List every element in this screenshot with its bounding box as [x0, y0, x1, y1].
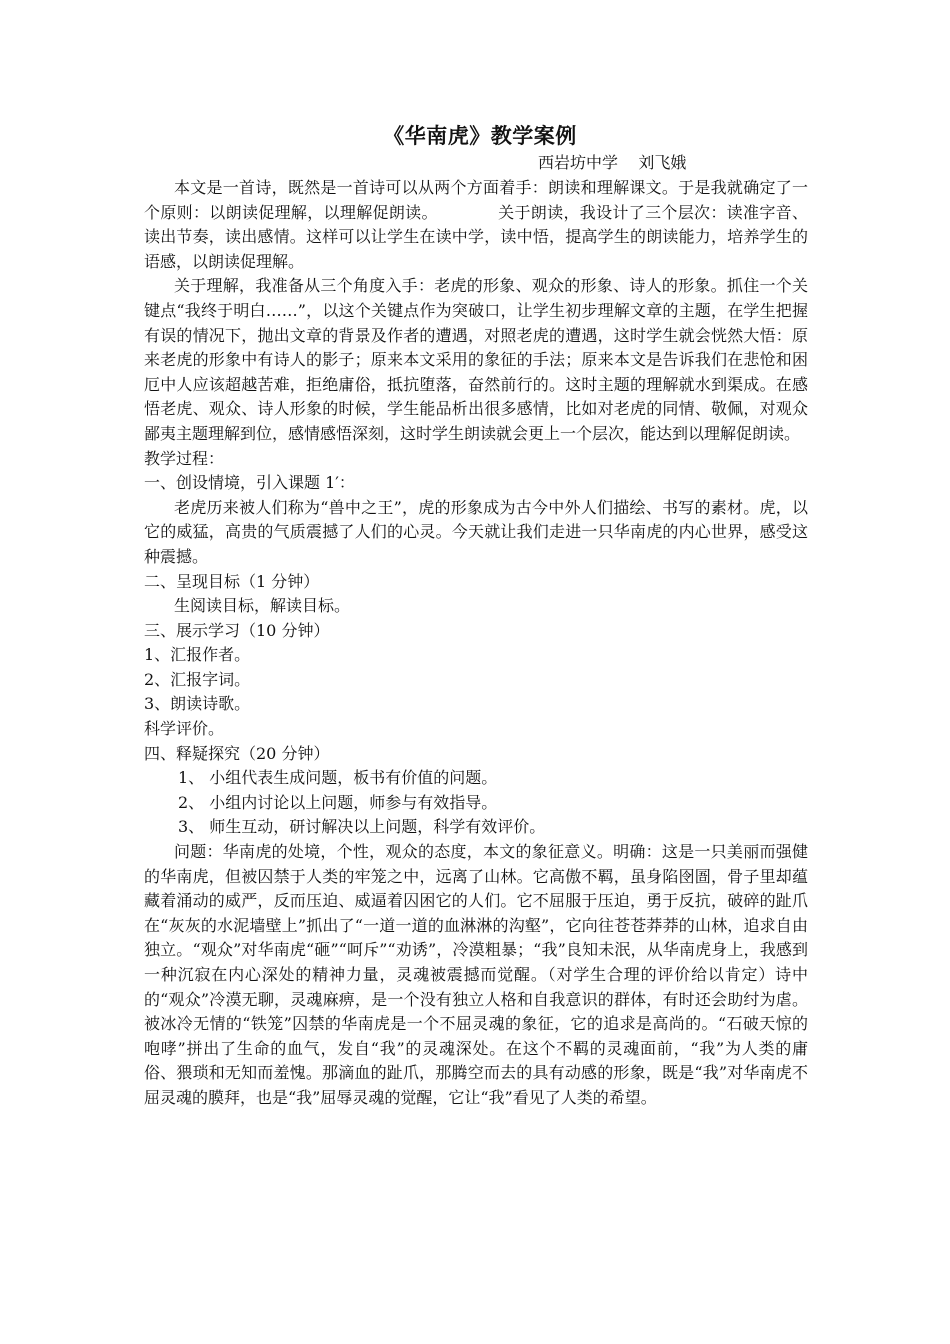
author-byline: 西岩坊中学 刘飞娥 [538, 153, 687, 172]
section-4-text: 问题：华南虎的处境，个性，观众的态度，本文的象征意义。明确：这是一只美丽而强健的华南虎，但被囚禁于人类的牢笼之中，远离了山林。它高傲不羁，虽身陷囹圄，骨子里却蕴藏着涌动的威严，反而压迫、威逼着囚困它的人们。它不屈服于压迫，勇于反抗，破碎的趾爪在“灰灰的水泥墙壁上”抓出了“一道一道的血淋淋的沟壑”，它向往苍苍莽莽的山林，追求自由独立。“观众”对华南虎“砸”“呵斥”“劝诱”，冷漠粗暴；“我”良知未泯，从华南虎身上，我感到一种沉寂在内心深处的精神力量，灵魂被震撼而觉醒。（对学生合理的评价给以肯定）诗中的“观众”冷漠无聊，灵魂麻痹，是一个没有独立人格和自我意识的群体，有时还会助纣为虐。被冰冷无情的“铁笼”囚禁的华南虎是一个不屈灵魂的象征，它的追求是高尚的。“石破天惊的咆哮”拼出了生命的血气，发自“我”的灵魂深处。在这个不羁的灵魂面前，“我”为人类的庸俗、猥琐和无知而羞愧。那滴血的趾爪，那腾空而去的具有动感的形象，既是“我”对华南虎不屈灵魂的膜拜，也是“我”屈辱灵魂的觉醒，它让“我”看见了人类的希望。 [144, 842, 808, 1107]
section-1-text: 老虎历来被人们称为“兽中之王”，虎的形象成为古今中外人们描绘、书写的素材。虎，以它的威猛，高贵的气质震撼了人们的心灵。今天就让我们走进一只华南虎的内心世界，感受这种震撼。 [144, 497, 808, 566]
section-2-heading: 二、呈现目标（1 分钟） [144, 571, 320, 591]
intro-paragraph-1b: 关于朗读，我设计了三个层次：读准字音、读出节奏，读出感情。这样可以让学生在读中学，读中悟，提高学生的朗读能力，培养学生的语感，以朗读促理解。 [144, 202, 808, 271]
section-4-item-3: 3、 师生互动，研讨解决以上问题，科学有效评价。 [178, 817, 546, 837]
section-4-item-2: 2、 小组内讨论以上问题，师参与有效指导。 [178, 792, 498, 812]
document-body [144, 176, 808, 1111]
section-3-item-2: 2、汇报字词。 [144, 669, 251, 689]
section-1-heading: 一、创设情境，引入课题 1′： [144, 473, 355, 493]
section-4-item-1: 1、 小组代表生成问题，板书有价值的问题。 [178, 768, 498, 788]
section-3-heading: 三、展示学习（10 分钟） [144, 620, 330, 640]
process-heading: 教学过程： [144, 448, 225, 468]
intro-paragraph-1 [144, 176, 808, 274]
section-3-item-3: 3、朗读诗歌。 [144, 694, 251, 714]
section-2-text: 生阅读目标，解读目标。 [174, 596, 351, 616]
intro-paragraph-2: 关于理解，我准备从三个角度入手：老虎的形象、观众的形象、诗人的形象。抓住一个关键点“我终于明白……”，以这个关键点作为突破口，让学生初步理解文章的主题，在学生把握有误的情况下，抛出文章的背景及作者的遭遇，对照老虎的遭遇，这时学生就会恍然大悟：原来老虎的形象中有诗人的影子；原来本文采用的象征的手法；原来本文是告诉我们在悲怆和困厄中人应该超越苦难，拒绝庸俗，抵抗堕落，奋然前行的。这时主题的理解就水到渠成。在感悟老虎、观众、诗人形象的时候，学生能品析出很多感情，比如对老虎的同情、敬佩，对观众鄙夷主题理解到位，感情感悟深刻，这时学生朗读就会更上一个层次，能达到以理解促朗读。 [144, 276, 808, 443]
section-4-heading: 四、释疑探究（20 分钟） [144, 743, 330, 763]
section-3-evaluation: 科学评价。 [144, 719, 225, 739]
document-title: 《华南虎》教学案例 [383, 124, 577, 148]
section-3-item-1: 1、汇报作者。 [144, 645, 251, 665]
intro-paragraph-1a: 本文是一首诗，既然是一首诗可以从两个方面着手：朗读和理解课文。于是我就确定了一个原则：以朗读促理解，以理解促朗读。 [144, 178, 808, 222]
